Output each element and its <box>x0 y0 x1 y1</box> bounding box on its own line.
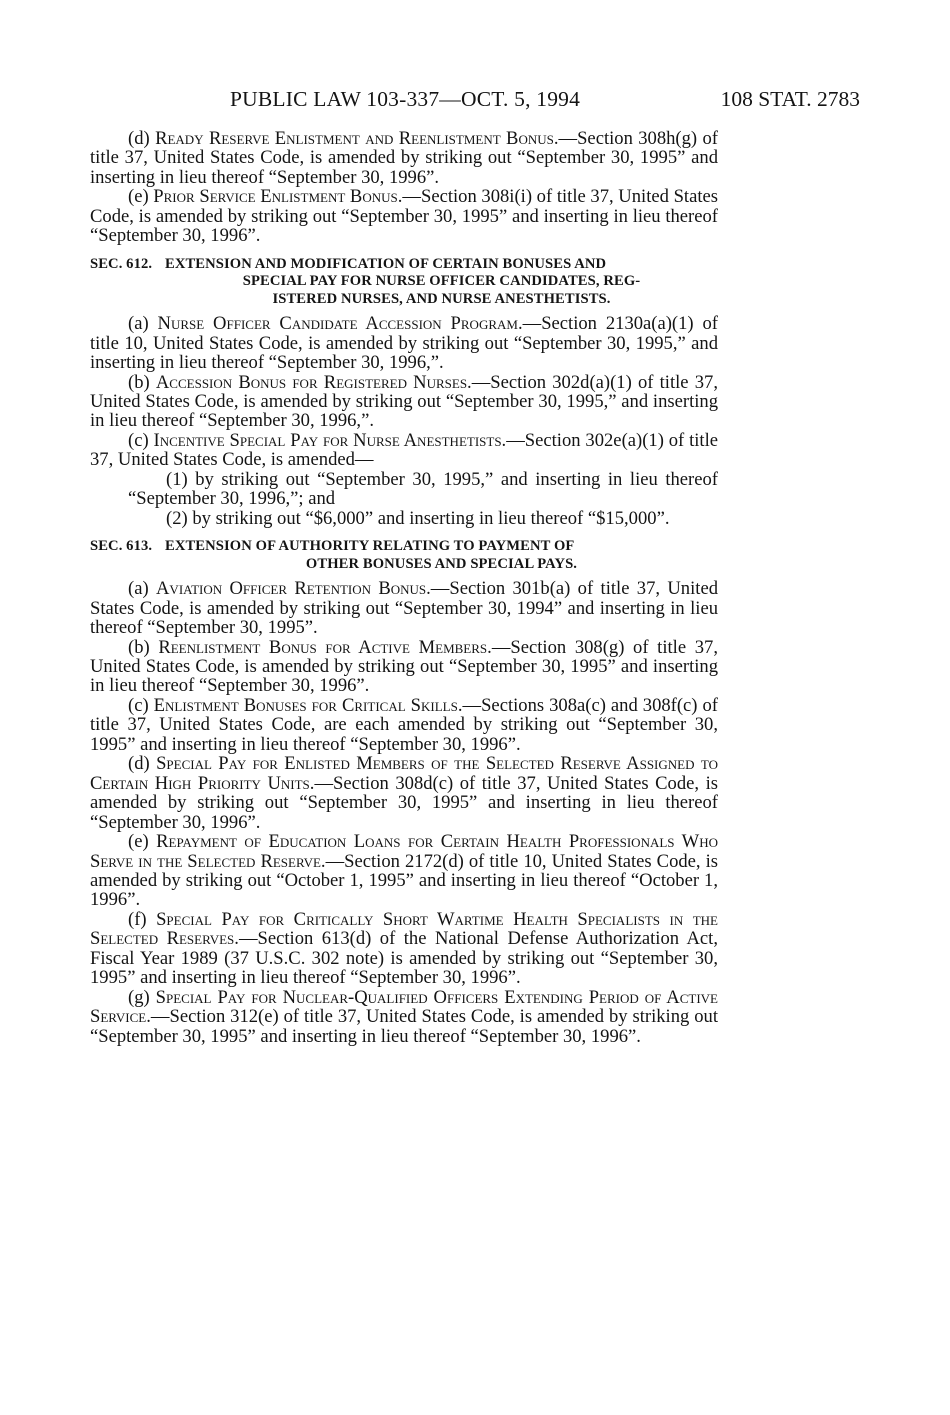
subsection-label: (b) <box>128 636 159 658</box>
subsection-text: —Section 301b(a) of title 37, United States Code, is amended by striking out “September 30, 1994” and inserting in lieu thereof “September 30, 1995”. <box>90 578 718 639</box>
paragraph-613-b <box>90 638 718 696</box>
section-613-heading <box>90 538 718 573</box>
subsection-heading: Special Pay for Critically Short Wartime Health Specialists in the Selected Reserves. <box>90 908 718 950</box>
subsection-text: —Section 302e(a)(1) of title 37, United States Code, is amended— <box>90 429 718 471</box>
subsection-label: (a) <box>128 578 156 600</box>
subsection-text: —Section 312(e) of title 37, United States Code, is amended by striking out “September 30, 1995” and inserting in lieu thereof “September 30, 1996”. <box>90 1006 718 1047</box>
paragraph-613-a <box>90 579 718 637</box>
subsection-heading: Enlistment Bonuses for Critical Skills. <box>153 694 463 716</box>
subsection-label: (g) <box>128 986 156 1008</box>
paragraph-611-e <box>90 187 718 245</box>
subsection-text: —Section 302d(a)(1) of title 37, United States Code, is amended by striking out “September 30, 1995,” and inserting in lieu thereof “September 30, 1996,”. <box>90 371 718 432</box>
paragraph-613-e <box>90 832 718 910</box>
paragraph-613-d <box>90 754 718 832</box>
subsection-heading: Nurse Officer Candidate Accession Program. <box>157 313 523 335</box>
subsection-text: —Section 2172(d) of title 10, United States Code, is amended by striking out “October 1, 1995” and inserting in lieu thereof “October 1, 1996”. <box>90 850 718 911</box>
subsection-text: —Section 308d(c) of title 37, United States Code, is amended by striking out “September 30, 1995” and inserting in lieu thereof “September 30, 1996”. <box>90 772 718 833</box>
paragraph-613-c <box>90 696 718 754</box>
subsection-label: (d) <box>128 128 156 149</box>
section-number: SEC. 612. <box>90 255 153 272</box>
subsection-label: (c) <box>128 429 154 451</box>
running-title: PUBLIC LAW 103-337—OCT. 5, 1994 <box>230 87 581 111</box>
subsection-text: —Section 613(d) of the National Defense Authorization Act, Fiscal Year 1989 (37 U.S.C. 302 note) is amended by striking out “September 30, 1995” and inserting in lieu thereof “September 30, 1996”. <box>90 928 718 989</box>
subsection-label: (d) <box>128 753 157 775</box>
subsection-label: (b) <box>128 371 156 393</box>
section-number: SEC. 613. <box>90 538 153 555</box>
subsection-label: (e) <box>128 831 157 853</box>
paragraph-611-d <box>90 129 718 187</box>
subsection-heading: Repayment of Education Loans for Certain Health Professionals Who Serve in the Selected Reserve. <box>90 831 718 872</box>
section-title-line1: EXTENSION OF AUTHORITY RELATING TO PAYMENT OF <box>165 538 575 555</box>
subsection-label: (a) <box>128 313 158 335</box>
paragraph-612-c <box>90 431 718 470</box>
subsection-heading: Accession Bonus for Registered Nurses. <box>155 371 472 393</box>
paragraph-612-b <box>90 373 718 431</box>
subsection-heading: Prior Service Enlistment Bonus. <box>153 186 403 208</box>
statute-page-number: 108 STAT. 2783 <box>720 87 860 111</box>
paragraph-613-f <box>90 910 718 988</box>
subsection-heading: Aviation Officer Retention Bonus. <box>156 578 431 600</box>
paragraph-612-c-2: (2) by striking out “$6,000” and inserting in lieu thereof “$15,000”. <box>166 507 670 529</box>
paragraph-612-a <box>90 314 718 372</box>
subsection-label: (c) <box>128 694 154 716</box>
subsection-text: —Section 308i(i) of title 37, United States Code, is amended by striking out “September 30, 1995” and inserting in lieu thereof “September 30, 1996”. <box>90 186 718 247</box>
document-body <box>90 129 718 1046</box>
subsection-text: —Sections 308a(c) and 308f(c) of title 37, United States Code, are each amended by striking out “September 30, 1995” and inserting in lieu thereof “September 30, 1996”. <box>90 694 719 755</box>
subsection-heading: Reenlistment Bonus for Active Members. <box>158 636 492 658</box>
section-title-line2: SPECIAL PAY FOR NURSE OFFICER CANDIDATES, REG- <box>242 273 641 290</box>
page-header <box>90 84 860 114</box>
subsection-label: (e) <box>128 186 154 208</box>
subsection-text: —Section 308(g) of title 37, United States Code, is amended by striking out “September 30, 1995” and inserting in lieu thereof “September 30, 1996”. <box>90 636 718 697</box>
subsection-heading: Ready Reserve Enlistment and Reenlistment Bonus. <box>155 128 559 149</box>
section-612-heading <box>90 256 718 309</box>
subsection-text: —Section 308h(g) of title 37, United States Code, is amended by striking out “September 30, 1995” and inserting in lieu thereof “September 30, 1996”. <box>90 128 718 188</box>
paragraph-612-c-1: (1) by striking out “September 30, 1995,” and inserting in lieu thereof “September 30, 1996,”; and <box>128 468 718 510</box>
paragraph-613-g <box>90 988 718 1046</box>
section-title-line2: OTHER BONUSES AND SPECIAL PAYS. <box>305 555 578 572</box>
subsection-text: —Section 2130a(a)(1) of title 10, United States Code, is amended by striking out “September 30, 1995,” and inserting in lieu thereof “September 30, 1996,”. <box>90 313 718 374</box>
subsection-heading: Special Pay for Enlisted Members of the Selected Reserve Assigned to Certain High Priority Units. <box>90 753 718 794</box>
subsection-label: (f) <box>128 908 157 930</box>
section-title-line1: EXTENSION AND MODIFICATION OF CERTAIN BONUSES AND <box>165 255 607 272</box>
subsection-heading: Incentive Special Pay for Nurse Anesthetists. <box>153 429 507 451</box>
subsection-heading: Special Pay for Nuclear-Qualified Officers Extending Period of Active Service. <box>90 986 718 1028</box>
section-title-line3: ISTERED NURSES, AND NURSE ANESTHETISTS. <box>272 290 611 307</box>
